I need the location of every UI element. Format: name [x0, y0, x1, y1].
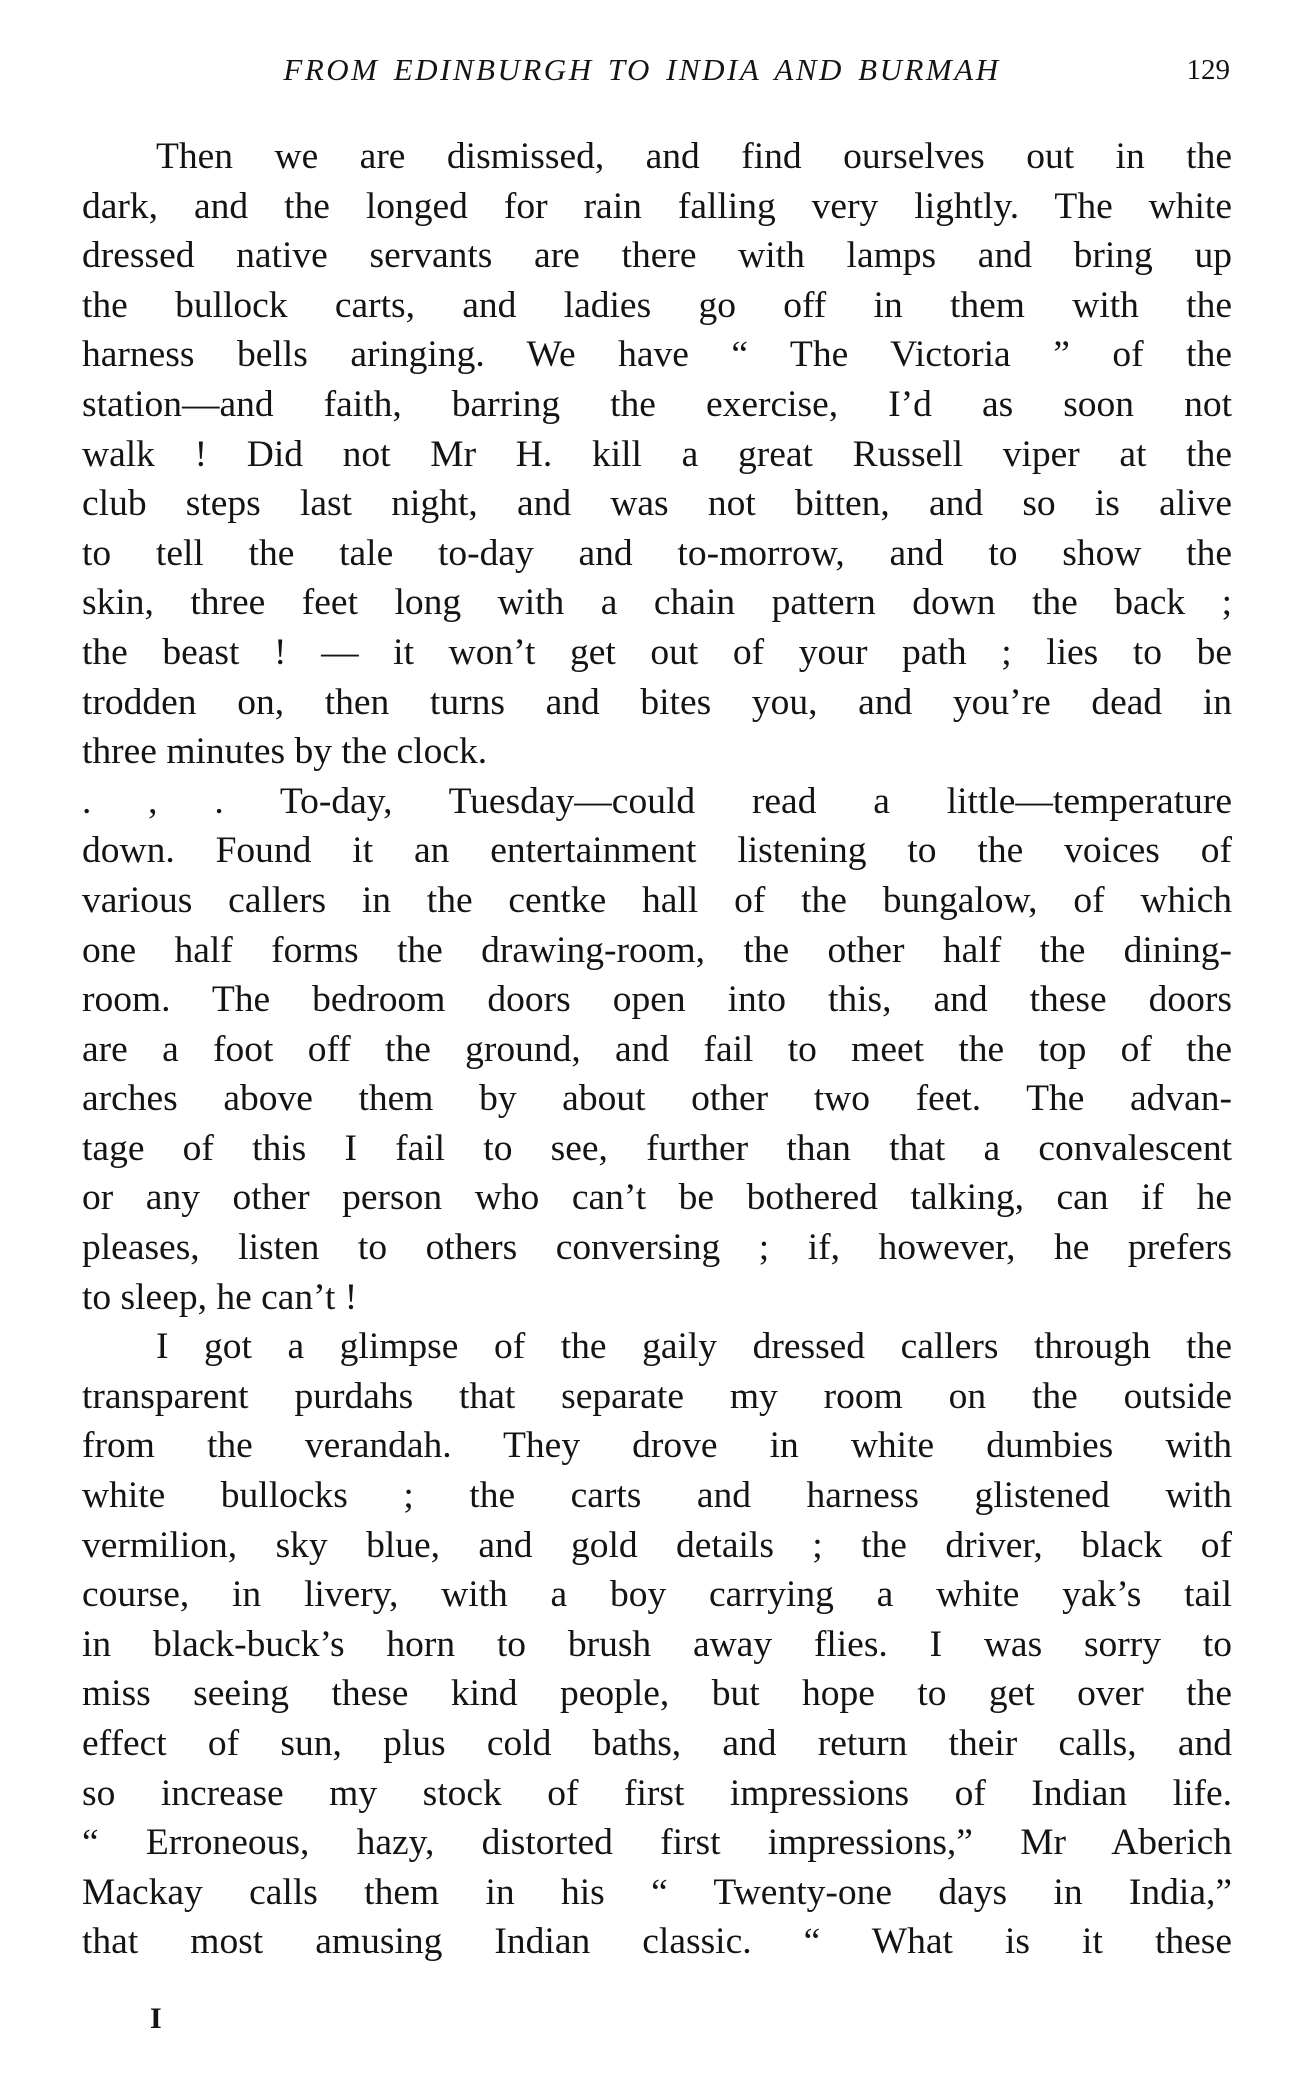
text-line: to sleep, he can’t ! [82, 1276, 358, 1318]
text-line: so increase my stock of first impressions of Indian life. [82, 1772, 1232, 1814]
text-line: vermilion, sky blue, and gold details ; the driver, black of [82, 1524, 1232, 1566]
page-number: 129 [1186, 54, 1230, 86]
paragraph [82, 132, 1232, 777]
text-line: arches above them by about other two feet. The advan- [82, 1078, 1232, 1120]
text-line: white bullocks ; the carts and harness glistened with [82, 1475, 1232, 1517]
text-line: . , . To-day, Tuesday—could read a little—temperature [82, 780, 1232, 822]
text-line: skin, three feet long with a chain pattern down the back ; [82, 582, 1232, 624]
text-line: course, in livery, with a boy carrying a white yak’s tail [82, 1574, 1232, 1616]
text-line: station—and faith, barring the exercise, I’d as soon not [82, 383, 1232, 425]
text-line: effect of sun, plus cold baths, and return their calls, and [82, 1723, 1232, 1764]
text-line: pleases, listen to others conversing ; if, however, he prefers [82, 1227, 1232, 1269]
text-line: Then we are dismissed, and find ourselves out in the [156, 136, 1232, 177]
text-line: “ Erroneous, hazy, distorted first impressions,” Mr Aberich [82, 1822, 1232, 1864]
text-line: dark, and the longed for rain falling very lightly. The white [82, 185, 1232, 227]
text-line: various callers in the centke hall of the bungalow, of which [82, 879, 1232, 921]
text-line: club steps last night, and was not bitten, and so is alive [82, 483, 1232, 525]
paragraph [82, 777, 1232, 1323]
body-text [82, 132, 1232, 1967]
text-line: Mackay calls them in his “ Twenty-one days in India,” [82, 1871, 1232, 1913]
text-line: to tell the tale to-day and to-morrow, and to show the [82, 532, 1232, 574]
text-line: I got a glimpse of the gaily dressed callers through the [156, 1326, 1232, 1368]
text-line: room. The bedroom doors open into this, and these doors [82, 979, 1232, 1021]
text-line: are a foot off the ground, and fail to meet the top of the [82, 1028, 1232, 1070]
running-title: FROM EDINBURGH TO INDIA AND BURMAH [283, 52, 1001, 87]
running-head [84, 52, 1230, 96]
text-line: that most amusing Indian classic. “ What is it these [82, 1921, 1232, 1963]
text-line: three minutes by the clock. [82, 731, 488, 773]
text-line: transparent purdahs that separate my room on the outside [82, 1375, 1232, 1417]
text-line: one half forms the drawing-room, the other half the dining- [82, 929, 1232, 971]
paragraph [82, 1322, 1232, 1967]
text-line: from the verandah. They drove in white dumbies with [82, 1425, 1232, 1467]
text-line: walk ! Did not Mr H. kill a great Russell viper at the [82, 433, 1232, 475]
text-line: down. Found it an entertainment listening to the voices of [82, 830, 1232, 872]
text-line: harness bells aringing. We have “ The Victoria ” of the [82, 334, 1232, 376]
text-line: dressed native servants are there with lamps and bring up [82, 235, 1232, 277]
text-line: miss seeing these kind people, but hope to get over the [82, 1673, 1232, 1715]
text-line: tage of this I fail to see, further than that a convalescent [82, 1127, 1232, 1169]
text-line: in black-buck’s horn to brush away flies. I was sorry to [82, 1623, 1232, 1665]
text-line: the bullock carts, and ladies go off in them with the [82, 284, 1232, 326]
text-line: or any other person who can’t be bothered talking, can if he [82, 1177, 1232, 1219]
signature-mark: I [150, 2002, 162, 2035]
text-line: the beast ! — it won’t get out of your path ; lies to be [82, 631, 1232, 673]
text-line: trodden on, then turns and bites you, and you’re dead in [82, 681, 1232, 723]
